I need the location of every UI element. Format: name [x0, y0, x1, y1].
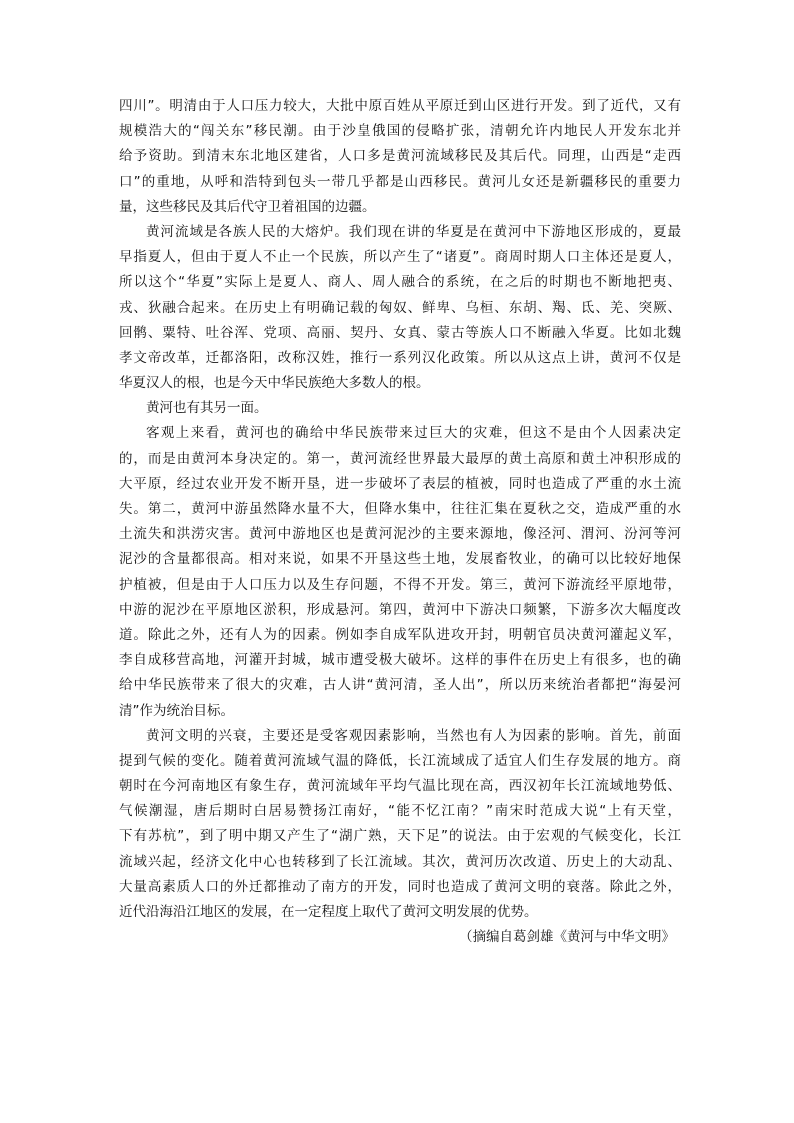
text-line: 中游的泥沙在平原地区淤积，形成悬河。第四，黄河中下游决口频繁，下游多次大幅度改 [119, 601, 681, 618]
text-line: 提到气候的变化。随着黄河流域气温的降低，长江流域成了适宜人们生存发展的地方。商 [119, 752, 681, 769]
text-line: 早指夏人，但由于夏人不止一个民族，所以产生了“诸夏”。商周时期人口主体还是夏人， [119, 249, 681, 266]
paragraph-first-line: 黄河文明的兴衰，主要还是受客观因素影响，当然也有人为因素的影响。首先，前面 [146, 727, 681, 744]
text-line: 大平原，经过农业开发不断开垦，进一步破坏了表层的植被，同时也造成了严重的水土流 [119, 475, 681, 492]
text-line: 道。除此之外，还有人为的因素。例如李自成军队进攻开封，明朝官员决黄河灌起义军， [119, 626, 681, 643]
text-line: 的，而是由黄河本身决定的。第一，黄河流经世界最大最厚的黄土高原和黄土冲积形成的 [119, 450, 681, 467]
text-line: 孝文帝改革，迁都洛阳，改称汉姓，推行一系列汉化政策。所以从这点上讲，黄河不仅是 [119, 349, 681, 366]
text-line: 所以这个“华夏”实际上是夏人、商人、周人融合的系统，在之后的时期也不断地把夷、 [119, 274, 681, 291]
text-line: 近代沿海沿江地区的发展，在一定程度上取代了黄河文明发展的优势。 [119, 904, 538, 920]
text-line: 华夏汉人的根，也是今天中华民族绝大多数人的根。 [119, 375, 430, 392]
text-line: 回鹘、粟特、吐谷浑、党项、高丽、契丹、女真、蒙古等族人口不断融入华夏。比如北魏 [119, 324, 681, 341]
text-line: 戎、狄融合起来。在历史上有明确记载的匈奴、鲜卑、乌桓、东胡、羯、氐、羌、突厥、 [119, 299, 681, 316]
text-line: 规模浩大的“闯关东”移民潮。由于沙皇俄国的侵略扩张，清朝允许内地民人开发东北并 [119, 123, 681, 140]
text-line: 四川”。明清由于人口压力较大，大批中原百姓从平原迁到山区进行开发。到了近代，又有 [119, 98, 681, 114]
paragraph-first-line: 黄河也有其另一面。 [146, 400, 268, 417]
text-line: 给予资助。到清末东北地区建省，人口多是黄河流域移民及其后代。同理，山西是“走西 [119, 148, 681, 165]
paragraph-first-line: 黄河流域是各族人民的大熔炉。我们现在讲的华夏是在黄河中下游地区形成的，夏最 [146, 223, 681, 240]
text-line: 泥沙的含量都很高。相对来说，如果不开垦这些土地，发展畜牧业，的确可以比较好地保 [119, 551, 681, 568]
text-line: 气候潮湿，唐后期时白居易赞扬江南好，“能不忆江南？”南宋时范成大说“上有天堂， [119, 803, 681, 820]
text-line: 大量高素质人口的外迁都推动了南方的开发，同时也造成了黄河文明的衰落。除此之外， [119, 878, 681, 895]
text-line: 清”作为统治目标。 [119, 702, 234, 719]
text-line: 失。第二，黄河中游虽然降水量不大，但降水集中，往往汇集在夏秋之交，造成严重的水 [119, 501, 681, 517]
text-line: 护植被，但是由于人口压力以及生存问题，不得不开发。第三，黄河下游流经平原地带， [119, 576, 681, 593]
article-body [119, 94, 681, 950]
text-line: 下有苏杭”，到了明中期又产生了“湖广熟，天下足”的说法。由于宏观的气候变化，长江 [119, 828, 681, 845]
text-line: 李自成移营高地，河灌开封城，城市遭受极大破坏。这样的事件在历史上有很多，也的确 [119, 652, 681, 669]
paragraph-first-line: 客观上来看，黄河也的确给中华民族带来过巨大的灾难，但这不是由个人因素决定 [146, 425, 681, 442]
text-line: 给中华民族带来了很大的灾难，古人讲“黄河清，圣人出”，所以历来统治者都把“海晏河 [119, 677, 681, 694]
text-line: 量，这些移民及其后代守卫着祖国的边疆。 [119, 198, 376, 215]
source-citation: （摘编自葛剑雄《黄河与中华文明》 [459, 929, 675, 946]
text-line: 土流失和洪涝灾害。黄河中游地区也是黄河泥沙的主要来源地，像泾河、渭河、汾河等河 [119, 526, 681, 543]
text-line: 朝时在今河南地区有象生存，黄河流域年平均气温比现在高，西汉初年长江流域地势低、 [119, 778, 681, 795]
text-line: 流域兴起，经济文化中心也转移到了长江流域。其次，黄河历次改道、历史上的大动乱、 [119, 853, 681, 870]
text-line: 口”的重地，从呼和浩特到包头一带几乎都是山西移民。黄河儿女还是新疆移民的重要力 [119, 173, 681, 190]
